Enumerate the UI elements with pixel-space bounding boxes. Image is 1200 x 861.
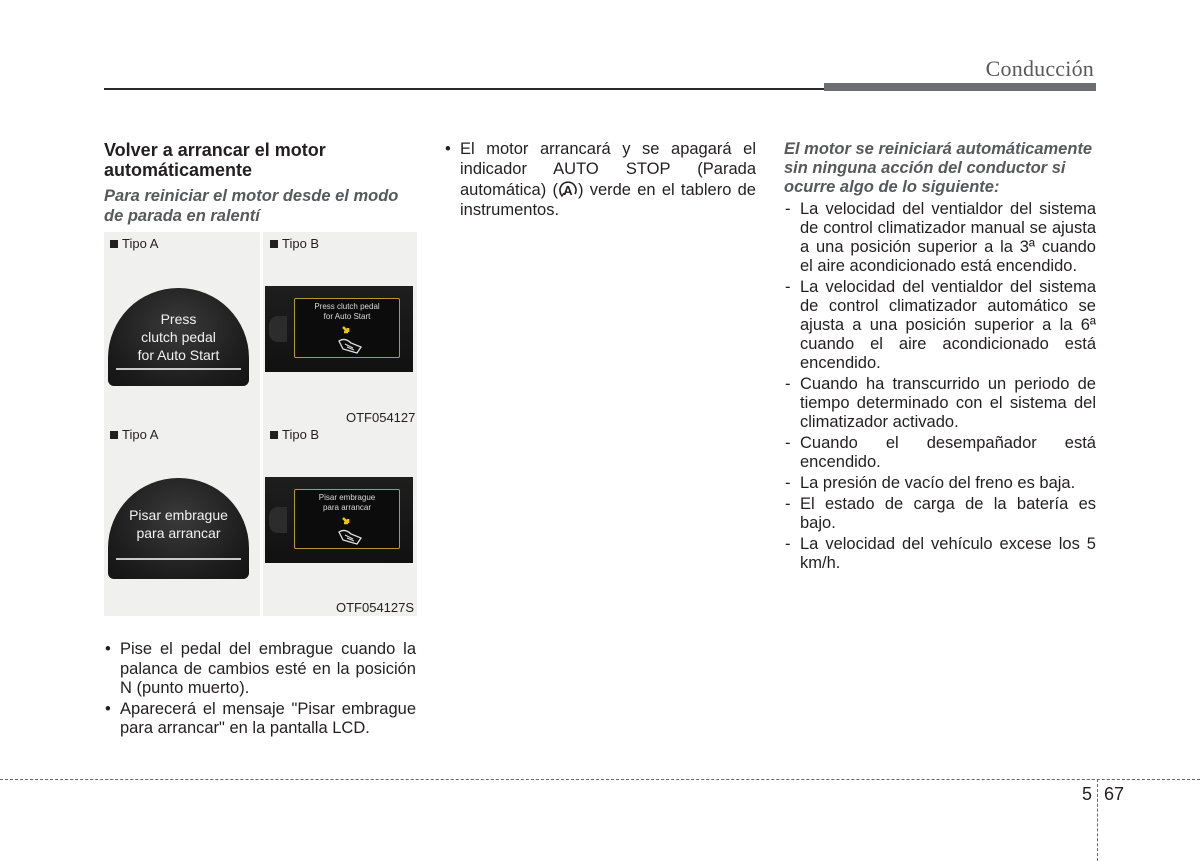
lcd-screen	[294, 298, 400, 358]
dome-message: Press clutch pedal for Auto Start	[137, 311, 220, 363]
list-item: - La velocidad del ventialdor del sistema de control climatizador automático se ajusta a una posición superior a la 6ª cuando el aire acondicionado está encendido.	[784, 278, 1096, 373]
svg-text:A: A	[563, 183, 573, 198]
lcd-display-english	[265, 286, 413, 372]
middle-column	[444, 140, 756, 221]
tipo-b-label-bottom: Tipo B	[270, 427, 319, 442]
figure-code-top: OTF054127	[346, 410, 416, 425]
clutch-pedal-icon	[335, 516, 365, 546]
section-subheading: Para reiniciar el motor desde el modo de parada en ralentí	[104, 187, 399, 225]
square-bullet-icon	[270, 431, 278, 439]
tipo-a-label-top: Tipo A	[110, 236, 158, 251]
square-bullet-icon	[270, 240, 278, 248]
section-heading: Volver a arrancar el motor automáticamente	[104, 140, 326, 180]
list-item: • Aparecerá el mensaje "Pisar embrague para arrancar" en la pantalla LCD.	[104, 700, 416, 739]
left-bullets	[104, 640, 416, 740]
dome-message: Pisar embrague para arrancar	[129, 507, 228, 541]
list-item: - Cuando el desempañador está encendido.	[784, 434, 1096, 472]
list-item: - Cuando ha transcurrido un periodo de tiempo determinado con el sistema del climatizador activado.	[784, 375, 1096, 432]
dome-display-spanish	[108, 478, 249, 579]
instrument-cluster-figure	[104, 232, 417, 616]
list-item: • El motor arrancará y se apagará el indicador AUTO STOP (Parada automática) ( A ) verde en el tablero de instrumentos.	[444, 140, 756, 220]
cluster-knob	[269, 316, 287, 342]
page-number: 67	[1104, 784, 1125, 804]
list-item: - La velocidad del ventialdor del sistema de control climatizador manual se ajusta a una posición superior a la 3ª cuando el aire acondicionado está encendido.	[784, 200, 1096, 276]
list-item: - La velocidad del vehículo excese los 5 km/h.	[784, 535, 1096, 573]
square-bullet-icon	[110, 240, 118, 248]
footer-rule	[0, 779, 1200, 780]
header-title: Conducción	[985, 56, 1094, 81]
header-rule-thin	[104, 88, 824, 90]
clutch-pedal-icon	[335, 325, 365, 355]
tipo-a-label-bottom: Tipo A	[110, 427, 158, 442]
footer-divider	[1097, 779, 1098, 861]
figure-divider	[260, 232, 263, 616]
dome-underline	[116, 558, 241, 560]
right-column	[784, 140, 1096, 575]
auto-stop-a-icon	[558, 179, 578, 199]
chapter-number: 5	[1081, 784, 1092, 804]
tipo-b-label-top: Tipo B	[270, 236, 319, 251]
header-rule-thick	[824, 83, 1096, 91]
list-item: - El estado de carga de la batería es bajo.	[784, 495, 1096, 533]
lcd-message: Pisar embrague para arrancar	[318, 493, 376, 512]
dome-display-english	[108, 288, 249, 386]
square-bullet-icon	[110, 431, 118, 439]
list-item: • Pise el pedal del embrague cuando la palanca de cambios esté en la posición N (punto muerto).	[104, 640, 416, 699]
figure-code-bottom: OTF054127S	[336, 600, 415, 615]
left-column	[104, 140, 416, 226]
lcd-screen	[294, 489, 400, 549]
lcd-message: Press clutch pedal for Auto Start	[314, 302, 380, 321]
cluster-knob	[269, 507, 287, 533]
dome-underline	[116, 368, 241, 370]
conditions-subheading: El motor se reiniciará automáticamente sin ninguna acción del conductor si ocurre algo de lo siguiente:	[784, 140, 1093, 196]
list-item: - La presión de vacío del freno es baja.	[784, 474, 1096, 493]
lcd-display-spanish	[265, 477, 413, 563]
